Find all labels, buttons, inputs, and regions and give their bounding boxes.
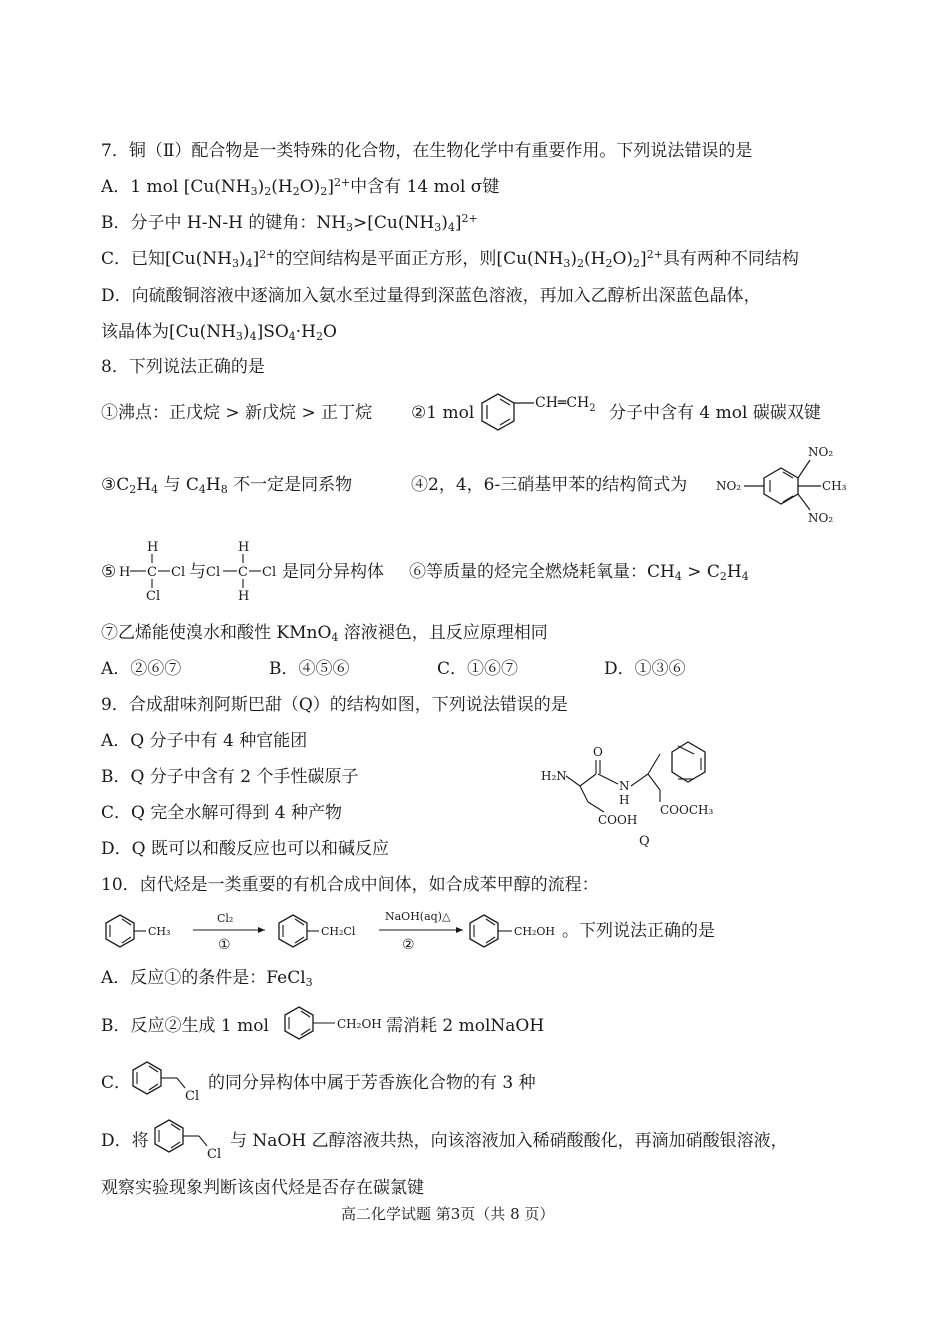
svg-text:Cl: Cl (146, 589, 161, 604)
step-1-label: ① (218, 937, 231, 953)
q10-option-c-post: 的同分异构体中属于芳香族化合物的有 3 种 (208, 1073, 536, 1093)
q8-statement-2-pre: ②1 mol (411, 403, 475, 423)
q10-option-d-line2: 观察实验现象判断该卤代烃是否存在碳氯键 (101, 1178, 424, 1198)
q8-statement-5-mid: 与 (189, 562, 206, 582)
figure-label-q: Q (639, 834, 650, 849)
q9-stem: 9．合成甜味剂阿斯巴甜（Q）的结构如图，下列说法错误的是 (101, 695, 568, 715)
benzyl-alcohol-structure (281, 1004, 385, 1046)
ch2oh-group-label: CH₂OH (337, 1017, 382, 1031)
svg-text:H: H (238, 540, 250, 555)
aspartame-structure (538, 740, 748, 855)
no2-top-label: NO₂ (808, 445, 834, 459)
svg-text:Cl: Cl (206, 565, 221, 580)
q7-stem: 7．铜（Ⅱ）配合物是一类特殊的化合物，在生物化学中有重要作用。下列说法错误的是 (101, 141, 753, 161)
q10-option-c-pre[interactable]: C． (101, 1073, 132, 1093)
ch3-label: CH₃ (148, 925, 171, 938)
q7-option-b: B．分子中 H-N-H 的键角：$NH_3>[Cu(NH_3)_4]^{2+}$ (101, 212, 478, 234)
svg-text:H: H (119, 565, 131, 580)
svg-text:Cl: Cl (171, 565, 186, 580)
ch2oh-label: CH₂OH (514, 925, 556, 938)
svg-text:C: C (147, 565, 157, 580)
q10-stem: 10．卤代烃是一类重要的有机合成中间体，如合成苯甲醇的流程： (101, 875, 599, 895)
q7-option-a: A．1 mol $[Cu(NH_3)_2(H_2O)_2]^{2+}$中含有 14 mol σ键 (101, 176, 500, 198)
dichloromethane-structure-2 (206, 538, 280, 602)
q10-option-b-post: 需消耗 2 molNaOH (386, 1016, 545, 1036)
q8-option-b[interactable]: B．④⑤⑥ (269, 659, 350, 679)
page-footer: 高二化学试题 第3页（共 8 页） (341, 1205, 555, 1223)
cooch3-label: COOCH₃ (660, 803, 714, 817)
q8-statement-7: ⑦乙烯能使溴水和酸性 KMnO$_4$ 溶液褪色，且反应原理相同 (101, 623, 548, 644)
reagent-cl2: Cl₂ (217, 912, 234, 925)
amide-h-label: H (619, 793, 630, 807)
ch3-label: CH₃ (822, 479, 847, 493)
q8-option-d[interactable]: D．①③⑥ (604, 659, 686, 679)
benzyl-chloride-structure-c (129, 1058, 209, 1104)
benzyl-chloride-structure-d (151, 1116, 231, 1162)
styrene-structure (478, 388, 608, 438)
q8-stem: 8．下列说法正确的是 (101, 357, 265, 377)
q8-statement-6: ⑥等质量的烃完全燃烧耗氧量：$CH_4 > C_2H_4$ (409, 562, 749, 583)
q10-stem-tail: 。下列说法正确的是 (562, 921, 715, 941)
q9-option-d[interactable]: D．Q 既可以和酸反应也可以和碱反应 (101, 839, 389, 859)
q8-statement-3: $③C_2H_4$ 与 $C_4H_8$ 不一定是同系物 (101, 475, 353, 496)
h2n-label: H₂N (541, 769, 567, 783)
q8-option-a[interactable]: A．②⑥⑦ (101, 659, 182, 679)
cl-label: Cl (185, 1089, 200, 1104)
q7-option-d-line2: 该晶体为$[Cu(NH_3)_4]SO_4\cdot H_2O$ (101, 322, 337, 343)
q9-option-b[interactable]: B．Q 分子中含有 2 个手性碳原子 (101, 767, 359, 787)
dichloromethane-structure-1 (118, 538, 188, 602)
q8-statement-4: ④2，4，6-三硝基甲苯的结构简式为 (411, 475, 688, 495)
q10-option-d-post: 与 NaOH 乙醇溶液共热，向该溶液加入稀硝酸酸化，再滴加硝酸银溶液， (230, 1131, 788, 1151)
ch2cl-label: CH₂Cl (321, 925, 356, 938)
styrene-group: CH═CH (535, 395, 590, 411)
svg-text:Cl: Cl (262, 565, 277, 580)
svg-text:H: H (147, 540, 159, 555)
cl-label: Cl (207, 1147, 222, 1162)
q9-option-a[interactable]: A．Q 分子中有 4 种官能团 (101, 731, 308, 751)
q7-option-c: C．已知$[Cu(NH_3)_4]^{2+}$的空间结构是平面正方形，则$[Cu(NH_3)_2(H_2O)_2]^{2+}$具有两种不同结构 (101, 248, 799, 270)
q9-option-c[interactable]: C．Q 完全水解可得到 4 种产物 (101, 803, 342, 823)
trinitrotoluene-structure (716, 440, 856, 530)
q7-option-d-line1: D．向硫酸铜溶液中逐滴加入氨水至过量得到深蓝色溶液，再加入乙醇析出深蓝色晶体， (101, 286, 761, 306)
q8-option-c[interactable]: C．①⑥⑦ (437, 659, 519, 679)
styrene-group-sub: 2 (589, 403, 596, 414)
q10-option-b-pre[interactable]: B．反应②生成 1 mol (101, 1016, 269, 1036)
svg-text:C: C (238, 565, 248, 580)
q8-statement-1: ①沸点：正戊烷 > 新戊烷 > 正丁烷 (101, 403, 373, 423)
q8-statement-2-post: 分子中含有 4 mol 碳碳双键 (609, 403, 821, 423)
q8-statement-5-post: 是同分异构体 (282, 562, 384, 582)
reagent-naoh: NaOH(aq)△ (385, 910, 451, 923)
svg-text:CH═CH2 (535, 395, 596, 414)
q10-option-d-pre[interactable]: D．将 (101, 1131, 149, 1151)
carbonyl-o-label: O (593, 745, 603, 759)
cooh-label: COOH (598, 813, 638, 827)
amide-n-label: N (619, 779, 630, 793)
q10-option-a[interactable]: A．反应①的条件是：FeCl$_3$ (101, 968, 313, 989)
svg-text:H: H (238, 589, 250, 604)
benzyl-alcohol-synthesis-scheme (101, 905, 581, 960)
no2-left-label: NO₂ (716, 479, 742, 493)
step-2-label: ② (402, 937, 415, 953)
q8-statement-5-lead: ⑤ (101, 562, 117, 582)
no2-bottom-label: NO₂ (808, 511, 834, 525)
